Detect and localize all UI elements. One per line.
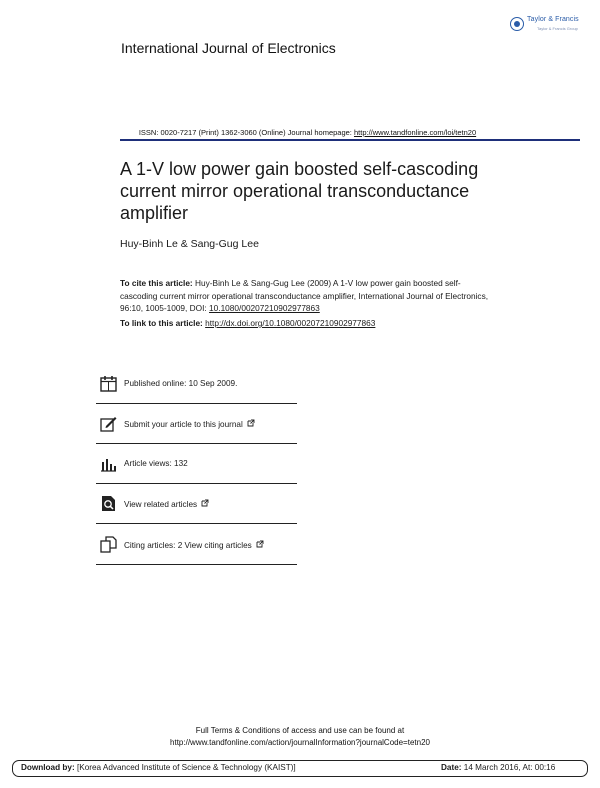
terms-link[interactable]: http://www.tandfonline.com/action/journalInformation?journalCode=tetn20 [170,738,430,747]
article-link-line [120,318,375,328]
doi-link[interactable]: 10.1080/00207210902977863 [209,303,320,313]
publisher-logo-mark [510,17,524,31]
related-articles-row[interactable] [96,483,297,524]
calendar-icon [100,375,117,392]
edit-icon [100,415,117,432]
issn-text: ISSN: 0020-7217 (Print) 1362-3060 (Online) Journal homepage: [138,128,352,137]
publisher-name: Taylor & Francis [527,16,579,23]
published-online-row [96,363,297,404]
article-views-row [96,443,297,484]
article-title: A 1-V low power gain boosted self-cascoding current mirror operational transconductance amplifier [120,159,479,223]
submit-article-row[interactable] [96,403,297,444]
downloaded-by-label: Download by: [21,763,75,772]
publisher-logo [510,14,586,36]
article-link[interactable]: http://dx.doi.org/10.1080/00207210902977863 [205,318,376,328]
search-document-icon [100,495,117,512]
article-authors: Huy-Binh Le & Sang-Gug Lee [120,238,259,250]
cite-text: Huy-Binh Le & Sang-Gug Lee (2009) A 1-V low power gain boosted self-cascoding current mirror operational transconductance amplifier, International Journal of Electronics, 96:10, 1005-1009, DOI: [120,278,489,313]
citation-block [120,277,492,315]
related-articles-text: View related articles [124,500,198,509]
download-info-box [12,760,588,777]
related-articles-link[interactable] [124,499,209,509]
external-link-icon [201,499,209,507]
citing-articles-link[interactable] [124,540,264,550]
date-value: 14 March 2016, At: 00:16 [463,763,556,772]
bar-chart-icon [100,455,117,472]
terms-line-1: Full Terms & Conditions of access and use can be found at [195,726,405,735]
article-views-text: Article views: 132 [124,459,188,468]
citing-articles-text: Citing articles: 2 View citing articles [124,541,252,550]
submit-article-link[interactable] [124,419,255,429]
terms-notice [0,725,600,749]
header-rule [120,139,580,141]
download-date [441,763,555,772]
link-label: To link to this article: [120,318,203,328]
journal-title: International Journal of Electronics [121,40,336,56]
publisher-tagline: Taylor & Francis Group [537,26,578,31]
documents-icon [100,536,117,553]
citing-articles-row[interactable] [96,524,297,565]
external-link-icon [247,419,255,427]
issn-line [121,128,494,137]
date-label: Date: [441,763,462,772]
downloaded-by-value: [Korea Advanced Institute of Science & Technology (KAIST)] [76,763,296,772]
downloaded-by [21,763,296,772]
cite-label: To cite this article: [120,278,193,288]
published-online-text: Published online: 10 Sep 2009. [124,379,238,388]
external-link-icon [256,540,264,548]
journal-homepage-link[interactable]: http://www.tandfonline.com/loi/tetn20 [353,128,477,137]
submit-article-text: Submit your article to this journal [124,420,243,429]
